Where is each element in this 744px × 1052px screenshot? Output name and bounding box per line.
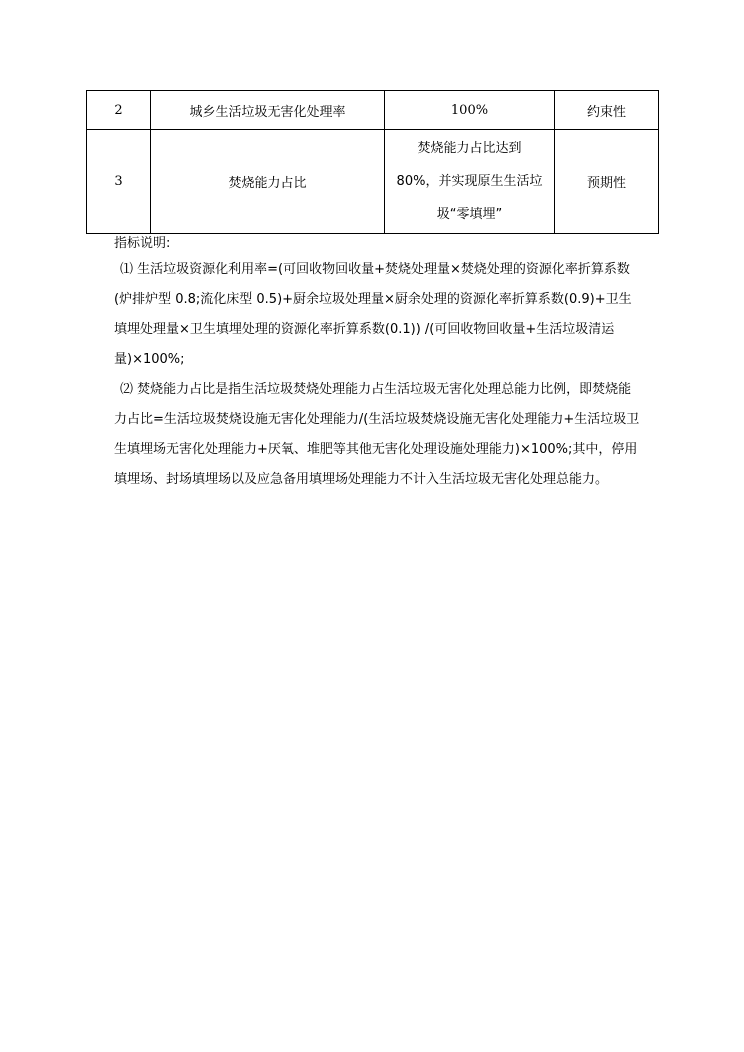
note-paragraph-incineration-ratio: ⑵ 焚烧能力占比是指生活垃圾焚烧处理能力占生活垃圾无害化处理总能力比例，即焚烧能力占比=生活垃圾焚烧设施无害化处理能力/(生活垃圾焚烧设施无害化处理能力+生活垃圾卫生填埋场无害化处理能力+厌氧、堆肥等其他无害化处理设施处理能力)×100%;其中，停用填埋场、封场填埋场以及应急备用填埋场处理能力不计入生活垃圾无害化处理总能力。 [114, 382, 640, 487]
row-index-cell: 2 [87, 91, 151, 130]
indicator-type-cell: 约束性 [555, 91, 659, 130]
target-line: 圾“零填埋” [436, 207, 503, 222]
indicator-type-cell: 预期性 [555, 130, 659, 234]
target-line: 80%，并实现原生生活垃 [396, 174, 543, 189]
row-index-cell: 3 [87, 130, 151, 234]
target-value-cell: 100% [385, 91, 555, 130]
table-row [87, 130, 659, 234]
table-row [87, 91, 659, 130]
note-paragraph-resource-utilization: ⑴ 生活垃圾资源化利用率=(可回收物回收量+焚烧处理量×焚烧处理的资源化率折算系数(炉排炉型 0.8;流化床型 0.5)+厨余垃圾处理量×厨余处理的资源化率折算系数(0.9)+卫生填埋处理量×卫生填埋处理的资源化率折算系数(0.1)) /(可回收物回收量+生活垃圾清运量)×100%; [114, 262, 632, 367]
target-value-cell [385, 130, 555, 234]
notes-title: 指标说明: [114, 236, 171, 251]
indicator-name-cell: 城乡生活垃圾无害化处理率 [151, 91, 385, 130]
indicator-notes [114, 233, 644, 495]
indicator-table [86, 90, 659, 234]
indicator-name-cell: 焚烧能力占比 [151, 130, 385, 234]
target-line: 焚烧能力占比达到 [417, 141, 522, 156]
